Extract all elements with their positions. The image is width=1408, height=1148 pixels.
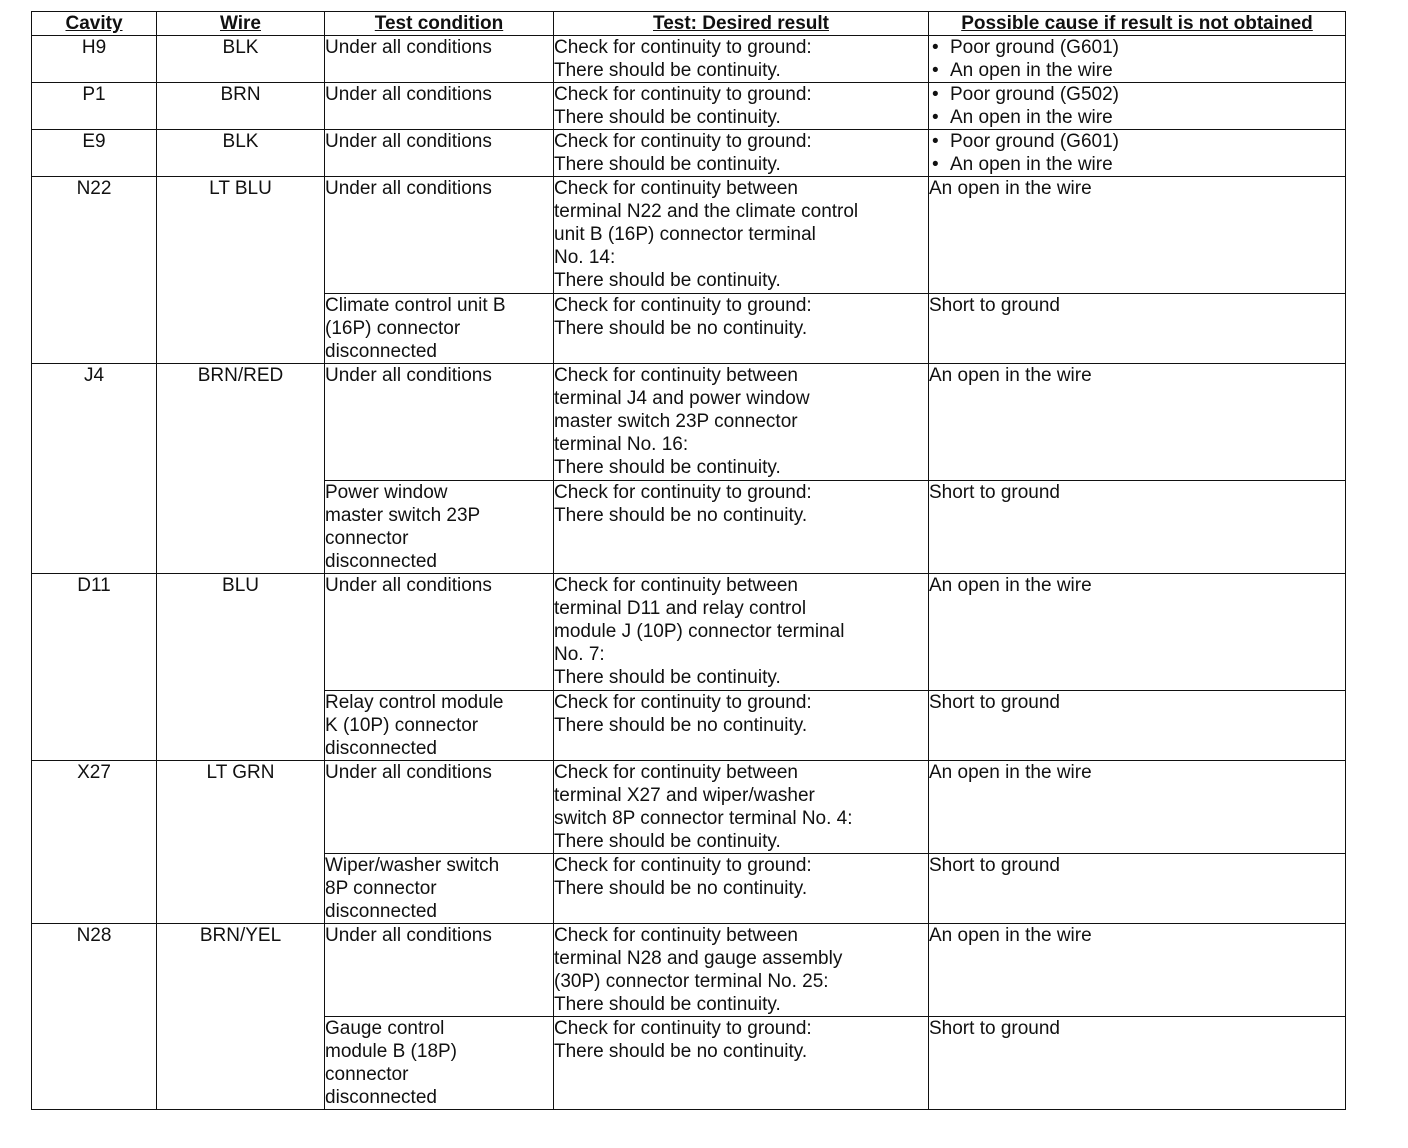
wire-cell: BLU bbox=[157, 574, 325, 761]
cause-cell: Short to ground bbox=[929, 854, 1346, 924]
cause-cell bbox=[929, 83, 1346, 130]
cause-cell: Short to ground bbox=[929, 691, 1346, 761]
list-item bbox=[929, 106, 1345, 129]
cause-cell: An open in the wire bbox=[929, 761, 1346, 854]
cause-list bbox=[929, 130, 1345, 176]
table-row bbox=[32, 130, 1346, 177]
cause-cell bbox=[929, 36, 1346, 83]
wire-cell: BRN/YEL bbox=[157, 924, 325, 1110]
condition-cell: Under all conditions bbox=[325, 761, 554, 854]
table-row bbox=[32, 364, 1346, 481]
cavity-cell: N28 bbox=[32, 924, 157, 1110]
cause-text: Poor ground (G601) bbox=[950, 131, 1119, 152]
wire-test-table bbox=[31, 11, 1346, 1110]
cavity-cell: H9 bbox=[32, 36, 157, 83]
list-item bbox=[929, 83, 1345, 106]
table-row bbox=[32, 574, 1346, 691]
cause-cell: An open in the wire bbox=[929, 574, 1346, 691]
bullet-icon: • bbox=[932, 37, 939, 58]
condition-cell: Power window master switch 23P connector disconnected bbox=[325, 481, 554, 574]
header-cavity: Cavity bbox=[32, 12, 157, 36]
result-cell: Check for continuity to ground: There should be no continuity. bbox=[554, 854, 929, 924]
result-cell: Check for continuity to ground: There should be no continuity. bbox=[554, 691, 929, 761]
condition-cell: Gauge control module B (18P) connector disconnected bbox=[325, 1017, 554, 1110]
cause-list bbox=[929, 83, 1345, 129]
wire-cell: LT BLU bbox=[157, 177, 325, 364]
cause-cell bbox=[929, 130, 1346, 177]
result-cell: Check for continuity between terminal N28 and gauge assembly (30P) connector terminal No. 25: There should be continuity. bbox=[554, 924, 929, 1017]
list-item bbox=[929, 59, 1345, 82]
header-possible-cause: Possible cause if result is not obtained bbox=[929, 12, 1346, 36]
cause-text: Poor ground (G502) bbox=[950, 84, 1119, 105]
condition-cell: Relay control module K (10P) connector disconnected bbox=[325, 691, 554, 761]
condition-cell: Climate control unit B (16P) connector disconnected bbox=[325, 294, 554, 364]
cause-cell: An open in the wire bbox=[929, 177, 1346, 294]
cavity-cell: N22 bbox=[32, 177, 157, 364]
list-item bbox=[929, 153, 1345, 176]
condition-cell: Under all conditions bbox=[325, 574, 554, 691]
header-test-condition: Test condition bbox=[325, 12, 554, 36]
cause-text: An open in the wire bbox=[950, 107, 1113, 128]
cause-cell: An open in the wire bbox=[929, 364, 1346, 481]
condition-cell: Under all conditions bbox=[325, 36, 554, 83]
bullet-icon: • bbox=[932, 154, 939, 175]
list-item bbox=[929, 36, 1345, 59]
condition-cell: Under all conditions bbox=[325, 83, 554, 130]
bullet-icon: • bbox=[932, 107, 939, 128]
bullet-icon: • bbox=[932, 60, 939, 81]
condition-cell: Under all conditions bbox=[325, 924, 554, 1017]
result-cell: Check for continuity to ground: There should be no continuity. bbox=[554, 294, 929, 364]
cavity-cell: P1 bbox=[32, 83, 157, 130]
result-cell: Check for continuity to ground: There should be continuity. bbox=[554, 83, 929, 130]
cavity-cell: D11 bbox=[32, 574, 157, 761]
cavity-cell: E9 bbox=[32, 130, 157, 177]
cause-cell: Short to ground bbox=[929, 294, 1346, 364]
cause-text: Poor ground (G601) bbox=[950, 37, 1119, 58]
cause-cell: An open in the wire bbox=[929, 924, 1346, 1017]
result-cell: Check for continuity to ground: There should be no continuity. bbox=[554, 481, 929, 574]
cavity-cell: J4 bbox=[32, 364, 157, 574]
wire-cell: LT GRN bbox=[157, 761, 325, 924]
result-cell: Check for continuity between terminal D11 and relay control module J (10P) connector terminal No. 7: There should be continuity. bbox=[554, 574, 929, 691]
cavity-cell: X27 bbox=[32, 761, 157, 924]
condition-cell: Under all conditions bbox=[325, 177, 554, 294]
table-row bbox=[32, 36, 1346, 83]
bullet-icon: • bbox=[932, 84, 939, 105]
result-cell: Check for continuity between terminal N22 and the climate control unit B (16P) connector terminal No. 14: There should be continuity. bbox=[554, 177, 929, 294]
table-row bbox=[32, 83, 1346, 130]
table-row bbox=[32, 761, 1346, 854]
cause-cell: Short to ground bbox=[929, 481, 1346, 574]
wire-cell: BLK bbox=[157, 130, 325, 177]
condition-cell: Under all conditions bbox=[325, 130, 554, 177]
header-desired-result: Test: Desired result bbox=[554, 12, 929, 36]
result-cell: Check for continuity to ground: There should be continuity. bbox=[554, 36, 929, 83]
result-cell: Check for continuity between terminal X27 and wiper/washer switch 8P connector terminal No. 4: There should be continuity. bbox=[554, 761, 929, 854]
wire-cell: BRN bbox=[157, 83, 325, 130]
condition-cell: Wiper/washer switch 8P connector disconnected bbox=[325, 854, 554, 924]
header-row bbox=[32, 12, 1346, 36]
wire-cell: BLK bbox=[157, 36, 325, 83]
cause-list bbox=[929, 36, 1345, 82]
result-cell: Check for continuity to ground: There should be continuity. bbox=[554, 130, 929, 177]
bullet-icon: • bbox=[932, 131, 939, 152]
table-row bbox=[32, 177, 1346, 294]
table-row bbox=[32, 924, 1346, 1017]
wire-cell: BRN/RED bbox=[157, 364, 325, 574]
result-cell: Check for continuity between terminal J4 and power window master switch 23P connector terminal No. 16: There should be continuity. bbox=[554, 364, 929, 481]
list-item bbox=[929, 130, 1345, 153]
cause-text: An open in the wire bbox=[950, 154, 1113, 175]
cause-cell: Short to ground bbox=[929, 1017, 1346, 1110]
header-wire: Wire bbox=[157, 12, 325, 36]
cause-text: An open in the wire bbox=[950, 60, 1113, 81]
result-cell: Check for continuity to ground: There should be no continuity. bbox=[554, 1017, 929, 1110]
condition-cell: Under all conditions bbox=[325, 364, 554, 481]
